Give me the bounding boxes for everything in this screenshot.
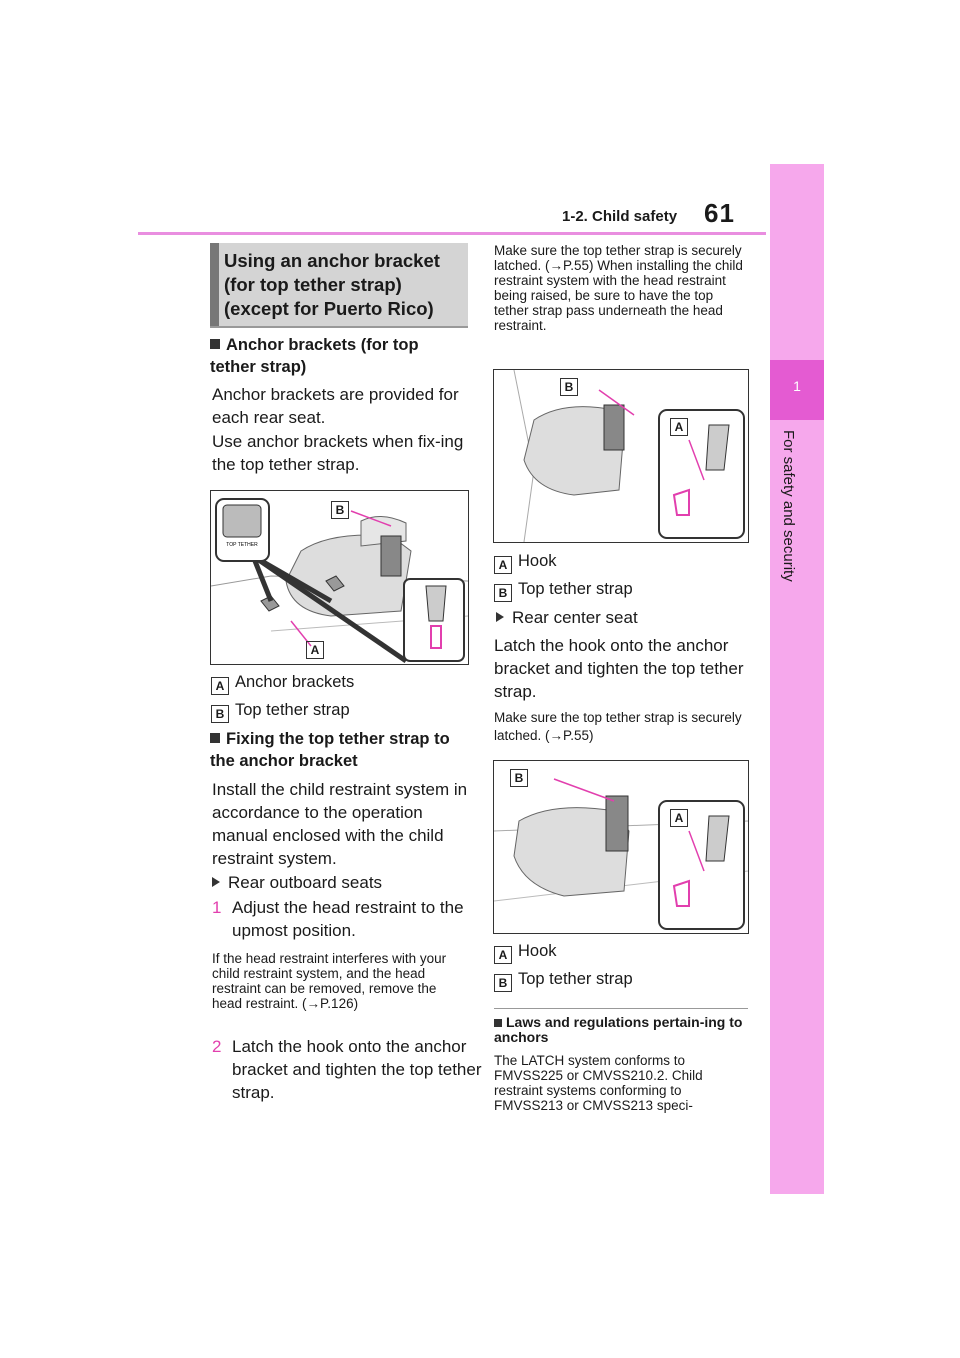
triangle-bullet-icon <box>496 612 504 622</box>
bullet-rear-center: Rear center seat <box>496 606 750 629</box>
square-bullet-icon <box>210 339 220 349</box>
page-number: 61 <box>704 198 735 228</box>
paragraph: Latch the hook onto the anchor bracket and tighten the top tether strap. <box>494 636 744 701</box>
note-latch-system: The LATCH system conforms to FMVSS225 or CMVSS210.2. Child restraint systems conforming to FMVSS213 or CMVSS213 speci- <box>494 1053 703 1113</box>
legend-item-a: A Hook <box>494 941 748 964</box>
heading-accent-bar <box>210 243 219 326</box>
top-tether-icon-text: TOP TETHER <box>226 542 258 548</box>
side-chapter-number: 1 <box>793 378 801 394</box>
figure-label-b: B <box>510 769 528 787</box>
figure-label-b: B <box>560 378 578 396</box>
step-1: 1 Adjust the head restraint to the upmost position. <box>212 898 464 940</box>
note-latch: Make sure the top tether strap is securely latched. (→P.55) When installing the child restraint system with the head restraint being raised, be sure to have the top tether strap pass underneath the head restraint. <box>494 243 743 333</box>
note-latch-center: Make sure the top tether strap is securely latched. (→P.55) <box>494 710 742 743</box>
section-heading: Using an anchor bracket (for top tether strap) (except for Puerto Rico) <box>224 250 440 319</box>
outboard-seat-figure <box>493 369 749 543</box>
section-divider <box>494 1008 748 1009</box>
subheading-fixing-strap: Fixing the top tether strap to the anchor bracket <box>210 730 450 770</box>
header-rule <box>138 232 766 235</box>
subheading-anchor-brackets: Anchor brackets (for top tether strap) <box>210 336 419 376</box>
section-heading-box <box>210 243 468 328</box>
square-bullet-icon <box>494 1019 502 1027</box>
step-2: 2 Latch the hook onto the anchor bracket and tighten the top tether strap. <box>212 1037 482 1102</box>
legend-item-b: B Top tether strap <box>494 969 748 992</box>
paragraph: Anchor brackets are provided for each rear seat. <box>212 385 459 427</box>
figure-label-a: A <box>670 809 688 827</box>
legend-item-a: A Anchor brackets <box>211 672 471 695</box>
subheading-laws: Laws and regulations pertain-ing to anchors <box>494 1014 743 1045</box>
center-seat-illustration <box>494 761 748 933</box>
bullet-rear-outboard: Rear outboard seats <box>212 871 468 894</box>
legend-item-b: B Top tether strap <box>494 579 748 602</box>
legend-item-a: A Hook <box>494 551 748 574</box>
figure-label-a: A <box>306 641 324 659</box>
side-chapter-label: For safety and security <box>780 430 797 582</box>
side-tab <box>770 164 824 1194</box>
figure-label-a: A <box>670 418 688 436</box>
legend-item-b: B Top tether strap <box>211 700 471 723</box>
anchor-bracket-figure <box>210 490 469 665</box>
paragraph: Use anchor brackets when fix-ing the top tether strap. <box>212 432 464 474</box>
square-bullet-icon <box>210 733 220 743</box>
triangle-bullet-icon <box>212 877 220 887</box>
outboard-seat-illustration <box>494 370 748 542</box>
center-seat-figure <box>493 760 749 934</box>
paragraph: Install the child restraint system in accordance to the operation manual enclosed with the child restraint system. <box>212 780 468 868</box>
note-head-restraint: If the head restraint interferes with your child restraint system, and the head restraint can be removed, remove the head restraint. (→P.126) <box>212 951 447 1011</box>
section-title: 1-2. Child safety <box>562 208 678 225</box>
figure-label-b: B <box>331 501 349 519</box>
